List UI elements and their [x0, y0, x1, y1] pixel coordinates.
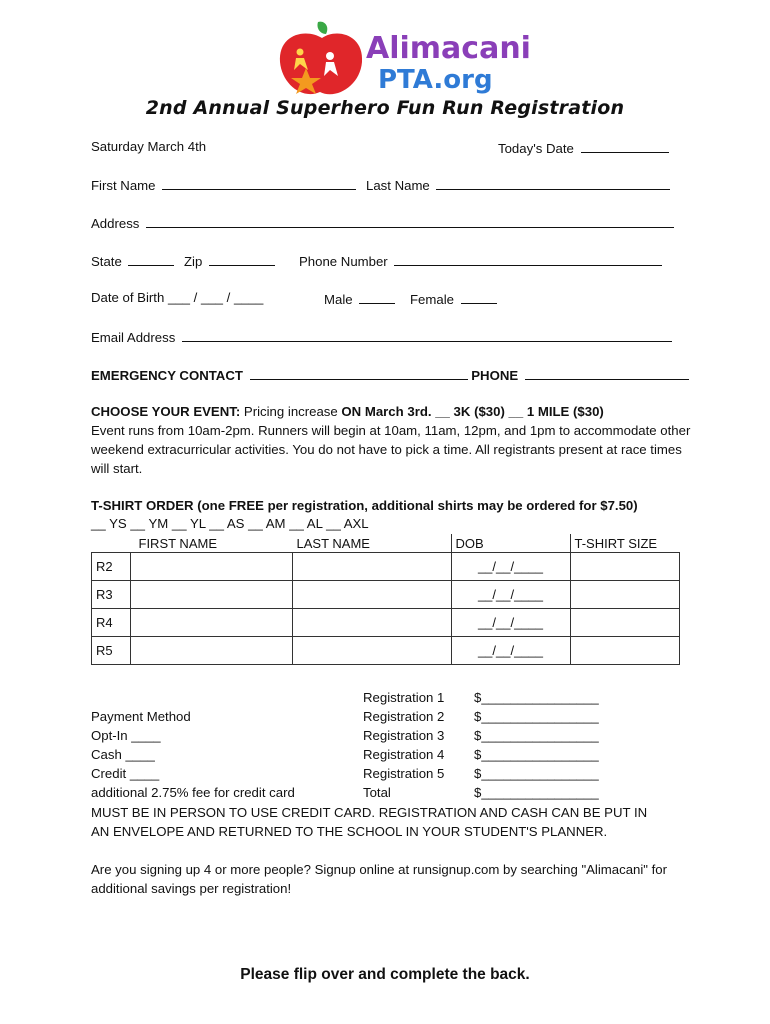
emergency-contact-field[interactable] [91, 366, 689, 383]
size-cell[interactable] [570, 637, 680, 665]
credit-fee-note: additional 2.75% fee for credit card [91, 785, 295, 800]
pricing-date: ON March 3rd [341, 404, 428, 419]
registration-5-amount[interactable]: $________________ [474, 766, 599, 781]
col-dob: DOB [451, 534, 570, 553]
logo-text-pta: PTA.org [378, 65, 493, 95]
tshirt-heading: T-SHIRT ORDER (one FREE per registration, additional shirts may be ordered for $7.50) [91, 498, 638, 513]
alimacani-logo [270, 18, 531, 100]
event-description: Event runs from 10am-2pm. Runners will begin at 10am, 11am, 12pm, and 1pm to accommodate other weekend extracurricular activities. You do not have to pick a time. All registrants present at race times will start. [91, 423, 691, 476]
todays-date-label: Today's Date [498, 141, 574, 156]
state-field[interactable] [91, 252, 174, 269]
dob-field[interactable] [91, 290, 263, 305]
tshirt-table [91, 534, 680, 665]
male-label: Male [324, 292, 353, 307]
registration-2-label: Registration 2 [363, 709, 445, 724]
emergency-phone-label: PHONE [471, 368, 519, 383]
total-label: Total [363, 785, 391, 800]
registration-1-label: Registration 1 [363, 690, 445, 705]
email-field[interactable] [91, 328, 672, 345]
last-name-label: Last Name [366, 178, 430, 193]
registration-2-amount[interactable]: $________________ [474, 709, 599, 724]
payment-notice: MUST BE IN PERSON TO USE CREDIT CARD. REGISTRATION AND CASH CAN BE PUT IN AN ENVELOPE AND RETURNED TO THE SCHOOL IN YOUR STUDENT'S PLANNER. [91, 805, 648, 839]
opt-in-option[interactable]: Opt-In ____ [91, 728, 161, 743]
todays-date-field[interactable] [498, 139, 669, 156]
col-first-name: FIRST NAME [138, 535, 217, 551]
dob-cell[interactable]: __/__/____ [451, 553, 570, 581]
logo-text-alimacani: Alimacani [366, 31, 531, 66]
total-amount[interactable]: $________________ [474, 785, 599, 800]
table-header-row [92, 534, 680, 553]
first-name-cell[interactable] [131, 609, 293, 637]
last-name-cell[interactable] [293, 581, 452, 609]
registration-1-amount[interactable]: $________________ [474, 690, 599, 705]
size-cell[interactable] [570, 581, 680, 609]
male-field[interactable] [324, 290, 395, 307]
registration-5-label: Registration 5 [363, 766, 445, 781]
last-name-cell[interactable] [293, 637, 452, 665]
tshirt-sizes[interactable]: __ YS __ YM __ YL __ AS __ AM __ AL __ AXL [91, 516, 369, 531]
phone-field[interactable] [299, 252, 662, 269]
table-row [92, 609, 680, 637]
first-name-cell[interactable] [131, 581, 293, 609]
dob-cell[interactable]: __/__/____ [451, 637, 570, 665]
row-label: R2 [92, 553, 131, 581]
online-signup-note: Are you signing up 4 or more people? Signup online at runsignup.com by searching "Alimacani" for additional savings per registration! [91, 862, 668, 896]
address-label: Address [91, 216, 140, 231]
credit-option[interactable]: Credit ____ [91, 766, 160, 781]
size-cell[interactable] [570, 553, 680, 581]
last-name-cell[interactable] [293, 553, 452, 581]
registration-3-amount[interactable]: $________________ [474, 728, 599, 743]
row-label: R4 [92, 609, 131, 637]
first-name-cell[interactable] [131, 637, 293, 665]
table-row [92, 553, 680, 581]
first-name-label: First Name [91, 178, 156, 193]
dob-label: Date of Birth [91, 290, 165, 305]
row-label: R3 [92, 581, 131, 609]
zip-label: Zip [184, 254, 203, 269]
choose-event-label: CHOOSE YOUR EVENT: [91, 404, 241, 419]
zip-field[interactable] [184, 252, 275, 269]
event-date: Saturday March 4th [91, 139, 207, 154]
last-name-field[interactable] [366, 176, 670, 193]
female-label: Female [410, 292, 454, 307]
email-label: Email Address [91, 330, 176, 345]
phone-label: Phone Number [299, 254, 388, 269]
female-field[interactable] [410, 290, 497, 307]
form-title: 2nd Annual Superhero Fun Run Registration [145, 97, 625, 119]
registration-4-amount[interactable]: $________________ [474, 747, 599, 762]
payment-method-label: Payment Method [91, 709, 191, 724]
table-row [92, 581, 680, 609]
col-tshirt-size: T-SHIRT SIZE [570, 534, 680, 553]
registration-3-label: Registration 3 [363, 728, 445, 743]
address-field[interactable] [91, 214, 674, 231]
table-row [92, 637, 680, 665]
emergency-contact-label: EMERGENCY CONTACT [91, 368, 243, 383]
flip-over-note: Please flip over and complete the back. [240, 966, 530, 983]
dob-cell[interactable]: __/__/____ [451, 581, 570, 609]
col-last-name: LAST NAME [296, 535, 370, 551]
last-name-cell[interactable] [293, 609, 452, 637]
event-section [91, 402, 691, 478]
pricing-text: Pricing increase [240, 404, 342, 419]
row-label: R5 [92, 637, 131, 665]
state-label: State [91, 254, 122, 269]
dob-cell[interactable]: __/__/____ [451, 609, 570, 637]
cash-option[interactable]: Cash ____ [91, 747, 155, 762]
event-options[interactable]: . __ 3K ($30) __ 1 MILE ($30) [427, 404, 604, 419]
size-cell[interactable] [570, 609, 680, 637]
dob-blank: ___ / ___ / ____ [167, 290, 264, 305]
first-name-field[interactable] [91, 176, 356, 193]
first-name-cell[interactable] [131, 553, 293, 581]
registration-4-label: Registration 4 [363, 747, 445, 762]
